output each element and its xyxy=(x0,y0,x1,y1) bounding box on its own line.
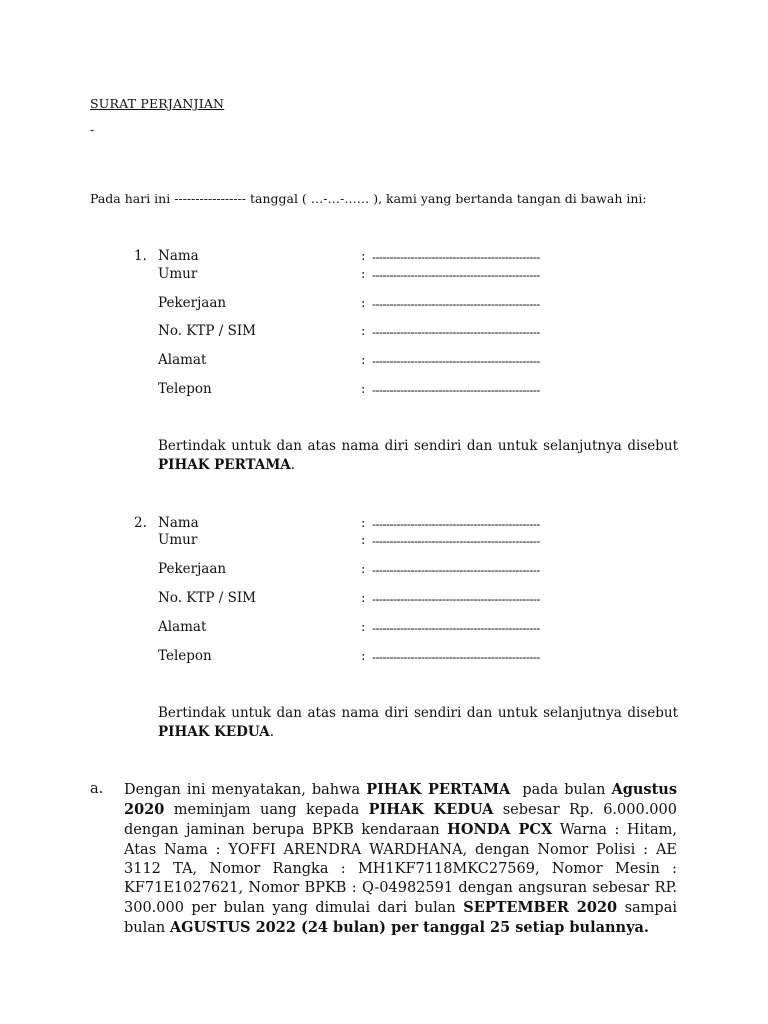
clause-a-text: Warna : Hitam, Atas Nama : YOFFI ARENDRA WARDHANA, dengan Nomor Polisi : AE 3112 TA, Nomor Rangka : MH1KF7118MKC27569, Nomor Mesin : KF71E1027621, Nomor BPKB : Q-04982591 dengan angsuran sebesar RP. 300.000 per bulan yang dimulai dari bulan xyxy=(124,822,677,917)
clause-a-text: meminjam uang kepada xyxy=(164,802,369,819)
party2-label-nama: Nama xyxy=(158,515,199,531)
party1-label-ktp: No. KTP / SIM xyxy=(158,323,256,339)
party1-colon: : xyxy=(361,267,366,282)
title-dash: - xyxy=(90,122,95,137)
party2-blank: ------------------------------------------------ xyxy=(372,592,540,606)
party2-statement-end: . xyxy=(269,724,274,740)
party1-label-umur: Umur xyxy=(158,266,198,282)
clause-a-loan-date: Agustus 2020 xyxy=(124,781,677,819)
party1-label-nama: Nama xyxy=(158,248,199,264)
clause-a-text: pada bulan xyxy=(510,782,612,798)
party2-blank: ------------------------------------------------ xyxy=(372,517,540,531)
party2-blank: ------------------------------------------------ xyxy=(372,650,540,664)
party2-colon: : xyxy=(361,591,366,606)
party2-colon: : xyxy=(361,562,366,577)
party2-colon: : xyxy=(361,649,366,664)
party1-label-telepon: Telepon xyxy=(158,381,212,397)
party1-label-alamat: Alamat xyxy=(158,352,207,368)
clause-a-start-month: SEPTEMBER 2020 xyxy=(463,899,618,917)
party2-blank: ------------------------------------------------ xyxy=(372,621,540,635)
party1-blank: ------------------------------------------------ xyxy=(372,354,540,368)
party2-blank: ------------------------------------------------ xyxy=(372,563,540,577)
party2-label-telepon: Telepon xyxy=(158,648,212,664)
party2-label-pekerjaan: Pekerjaan xyxy=(158,561,227,577)
clause-a-vehicle: HONDA PCX xyxy=(447,821,553,839)
party2-colon: : xyxy=(361,516,366,531)
party2-role: PIHAK KEDUA xyxy=(158,724,270,740)
party1-statement xyxy=(158,437,678,475)
party1-colon: : xyxy=(361,296,366,311)
clause-a-end-terms: AGUSTUS 2022 (24 bulan) per tanggal 25 setiap bulannya. xyxy=(169,919,649,937)
party2-colon: : xyxy=(361,533,366,548)
clause-a-marker: a. xyxy=(90,781,104,797)
party1-blank: ------------------------------------------------ xyxy=(372,297,540,311)
party2-statement xyxy=(158,704,678,742)
clause-a-body xyxy=(124,780,677,939)
clause-a-party1: PIHAK PERTAMA xyxy=(366,781,511,798)
document-title: SURAT PERJANJIAN xyxy=(90,96,225,111)
party2-blank: ------------------------------------------------ xyxy=(372,534,540,548)
party1-label-pekerjaan: Pekerjaan xyxy=(158,295,227,311)
party2-colon: : xyxy=(361,620,366,635)
party1-number: 1. xyxy=(134,248,147,264)
party1-statement-text: Bertindak untuk dan atas nama diri sendiri dan untuk selanjutnya disebut xyxy=(158,438,678,454)
party1-blank: ------------------------------------------------ xyxy=(372,383,540,397)
party1-blank: ------------------------------------------------ xyxy=(372,250,540,264)
party1-colon: : xyxy=(361,382,366,397)
clause-a-text: sebesar Rp. 6.000.000 dengan jaminan berupa BPKB kendaraan xyxy=(124,802,677,839)
intro-line: Pada hari ini ----------------- tanggal ( …-…-…… ), kami yang bertanda tangan di bawah ini: xyxy=(90,191,647,206)
party2-number: 2. xyxy=(134,515,147,531)
party1-statement-end: . xyxy=(290,457,296,473)
party1-blank: ------------------------------------------------ xyxy=(372,325,540,339)
clause-a-text: sampai bulan xyxy=(124,900,677,937)
party2-statement-text: Bertindak untuk dan atas nama diri sendiri dan untuk selanjutnya disebut xyxy=(158,705,678,721)
party1-colon: : xyxy=(361,353,366,368)
party2-label-umur: Umur xyxy=(158,532,198,548)
party2-label-alamat: Alamat xyxy=(158,619,207,635)
party1-role: PIHAK PERTAMA xyxy=(158,457,291,473)
party1-colon: : xyxy=(361,324,366,339)
party1-blank: ------------------------------------------------ xyxy=(372,268,540,282)
party2-label-ktp: No. KTP / SIM xyxy=(158,590,256,606)
party1-colon: : xyxy=(361,249,366,264)
clause-a-text: Dengan ini menyatakan, bahwa xyxy=(124,782,367,798)
clause-a-party2: PIHAK KEDUA xyxy=(368,801,494,819)
